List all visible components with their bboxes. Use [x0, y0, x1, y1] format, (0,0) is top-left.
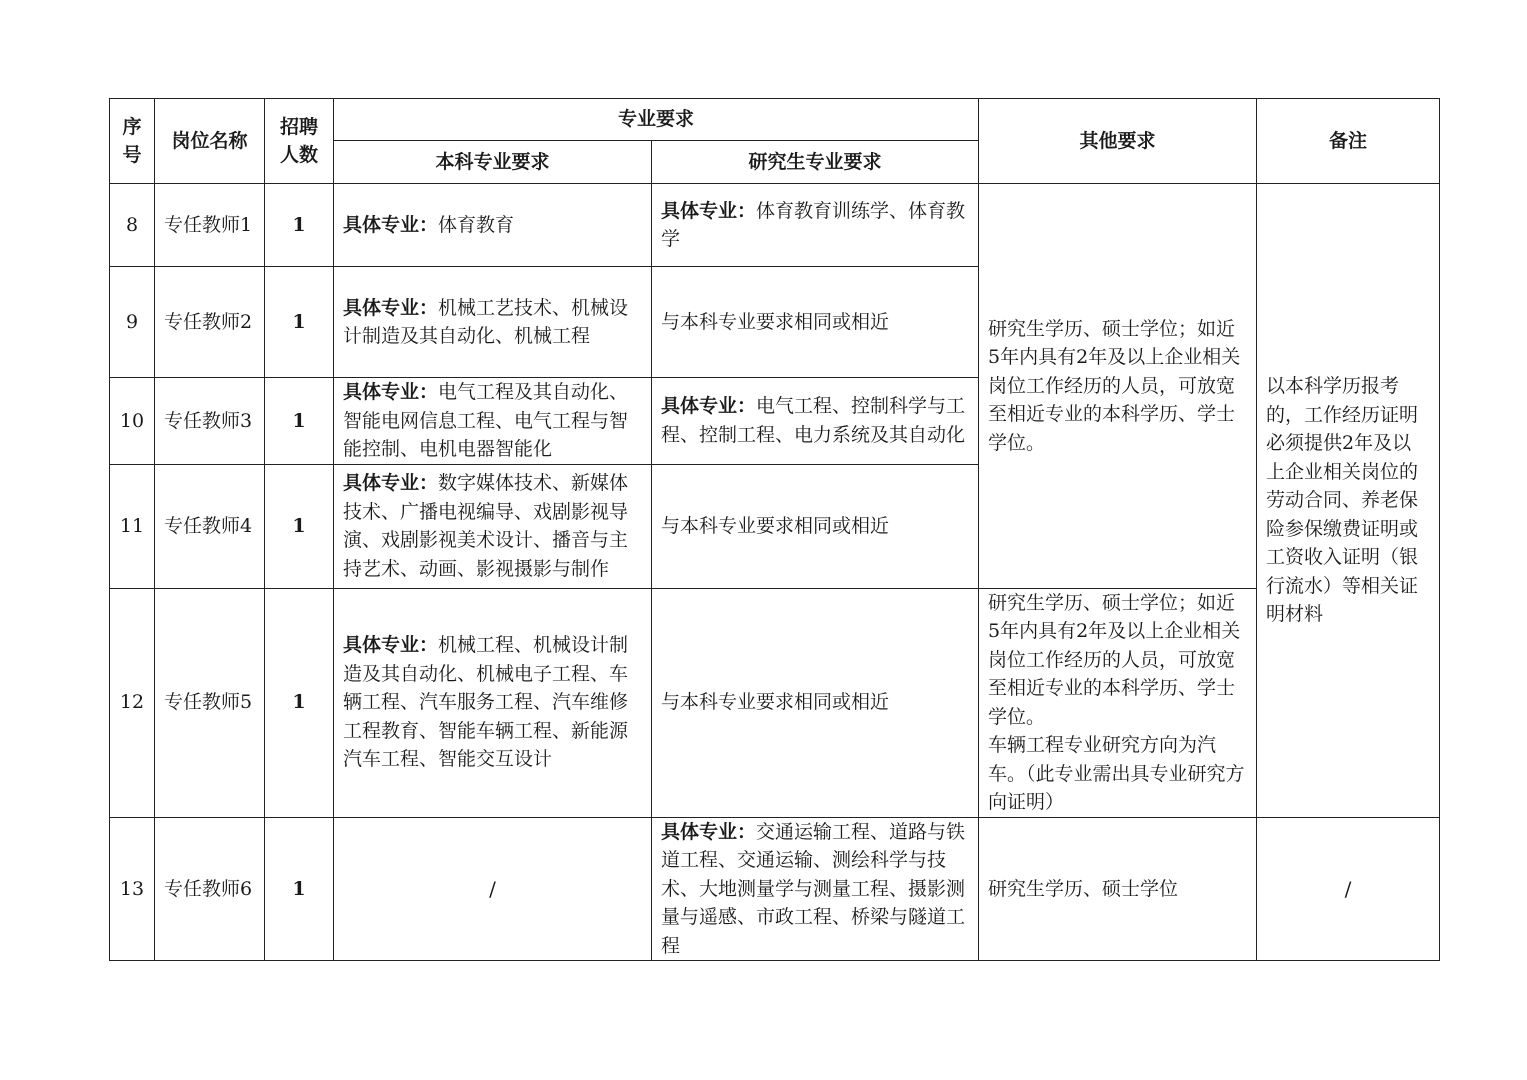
- header-grad: 研究生专业要求: [652, 141, 979, 184]
- row-grad: 具体专业：交通运输工程、道路与铁道工程、交通运输、测绘科学与技术、大地测量学与测量工程、摄影测量与遥感、市政工程、桥梁与隧道工程: [652, 817, 979, 961]
- row-count: 1: [265, 184, 334, 267]
- row-grad: 与本科专业要求相同或相近: [652, 267, 979, 378]
- row-count: 1: [265, 267, 334, 378]
- row-position: 专任教师6: [155, 817, 265, 961]
- row-undergrad: 具体专业：数字媒体技术、新媒体技术、广播电视编导、戏剧影视导演、戏剧影视美术设计、播音与主持艺术、动画、影视摄影与制作: [334, 464, 652, 588]
- other-requirements-row13: 研究生学历、硕士学位: [979, 817, 1257, 961]
- row-grad: 与本科专业要求相同或相近: [652, 588, 979, 817]
- row-index: 11: [110, 464, 155, 588]
- row-undergrad: /: [334, 817, 652, 961]
- row-position: 专任教师4: [155, 464, 265, 588]
- row-position: 专任教师3: [155, 378, 265, 465]
- row-index: 10: [110, 378, 155, 465]
- header-other: 其他要求: [979, 99, 1257, 184]
- recruitment-table: [109, 98, 1440, 961]
- row-index: 8: [110, 184, 155, 267]
- row-undergrad: 具体专业：机械工程、机械设计制造及其自动化、机械电子工程、车辆工程、汽车服务工程、汽车维修工程教育、智能车辆工程、新能源汽车工程、智能交互设计: [334, 588, 652, 817]
- remarks-row13: /: [1257, 817, 1440, 961]
- remarks-group: 以本科学历报考的，工作经历证明必须提供2年及以上企业相关岗位的劳动合同、养老保险参保缴费证明或工资收入证明（银行流水）等相关证明材料: [1257, 184, 1440, 818]
- row-position: 专任教师2: [155, 267, 265, 378]
- header-index: 序号: [110, 99, 155, 184]
- table-row: [110, 817, 1440, 961]
- row-undergrad: 具体专业：体育教育: [334, 184, 652, 267]
- row-position: 专任教师1: [155, 184, 265, 267]
- header-position: 岗位名称: [155, 99, 265, 184]
- other-requirements-row12: 研究生学历、硕士学位；如近5年内具有2年及以上企业相关岗位工作经历的人员，可放宽至相近专业的本科学历、学士学位。 车辆工程专业研究方向为汽车。（此专业需出具专业研究方向证明）: [979, 588, 1257, 817]
- header-major-group: 专业要求: [334, 99, 979, 141]
- table-row: [110, 184, 1440, 267]
- row-count: 1: [265, 464, 334, 588]
- row-grad: 与本科专业要求相同或相近: [652, 464, 979, 588]
- row-grad: 具体专业：体育教育训练学、体育教学: [652, 184, 979, 267]
- row-count: 1: [265, 817, 334, 961]
- other-requirements-group: 研究生学历、硕士学位；如近5年内具有2年及以上企业相关岗位工作经历的人员，可放宽至相近专业的本科学历、学士学位。: [979, 184, 1257, 589]
- header-remarks: 备注: [1257, 99, 1440, 184]
- row-index: 13: [110, 817, 155, 961]
- row-position: 专任教师5: [155, 588, 265, 817]
- row-count: 1: [265, 378, 334, 465]
- row-index: 12: [110, 588, 155, 817]
- row-grad: 具体专业：电气工程、控制科学与工程、控制工程、电力系统及其自动化: [652, 378, 979, 465]
- table-row: [110, 588, 1440, 817]
- row-undergrad: 具体专业：电气工程及其自动化、智能电网信息工程、电气工程与智能控制、电机电器智能化: [334, 378, 652, 465]
- row-undergrad: 具体专业：机械工艺技术、机械设计制造及其自动化、机械工程: [334, 267, 652, 378]
- header-undergrad: 本科专业要求: [334, 141, 652, 184]
- header-count: 招聘人数: [265, 99, 334, 184]
- row-count: 1: [265, 588, 334, 817]
- row-index: 9: [110, 267, 155, 378]
